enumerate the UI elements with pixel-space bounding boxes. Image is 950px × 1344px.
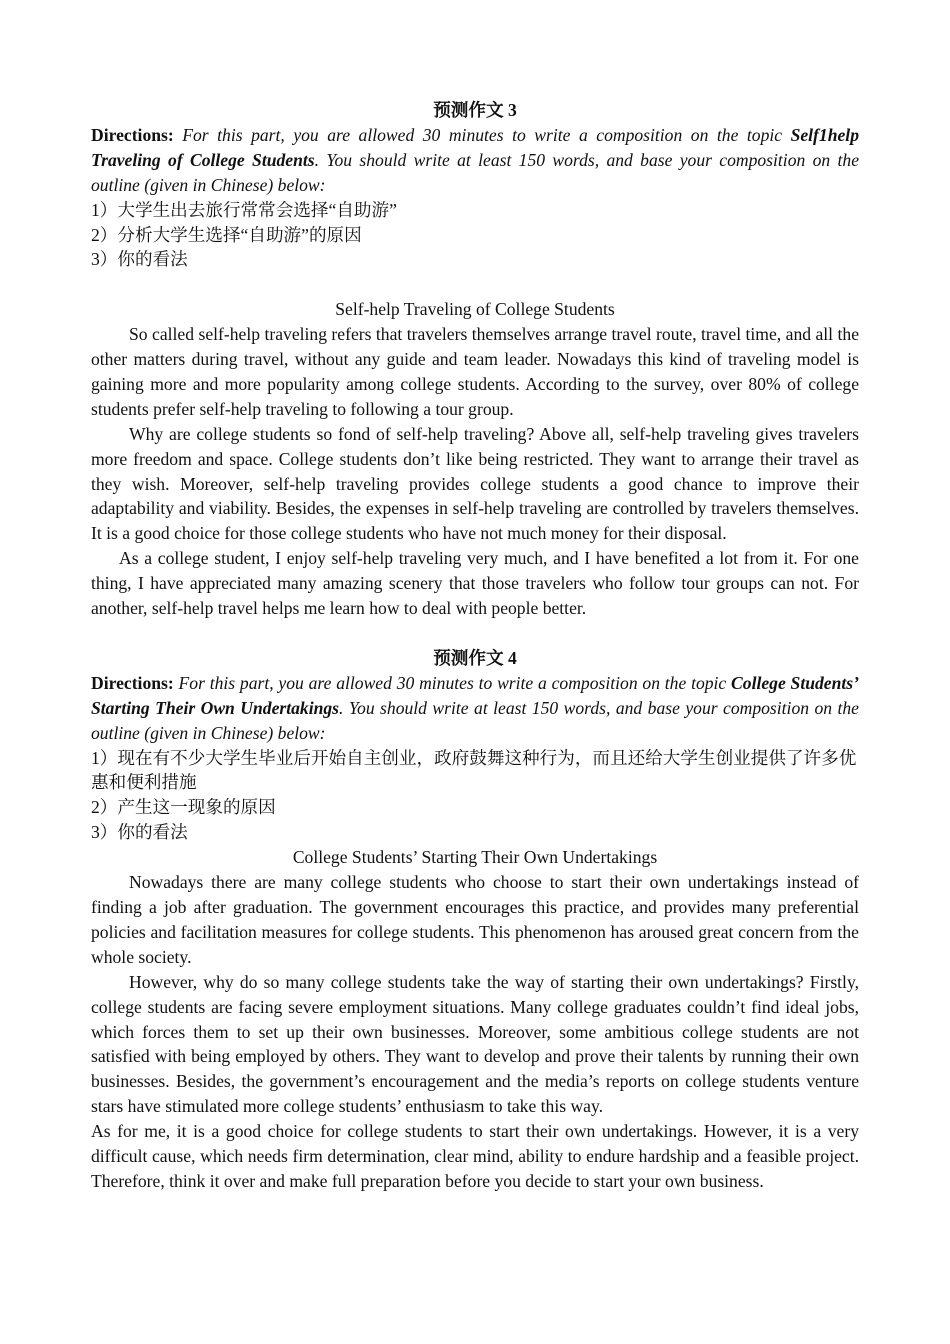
section4-outline-item-3: 3）你的看法 — [91, 822, 188, 843]
section3-directions-pre: For this part, you are allowed 30 minutes to write a composition on the topic — [173, 124, 791, 145]
section3-paragraph-1: So called self-help traveling refers that travelers themselves arrange travel route, travel time, and all the other matters during travel, without any guide and team leader. Nowadays this kind of traveling model is gaining more and more popularity among college students. According to the survey, over 80% of college students prefer self-help traveling to following a tour group. — [91, 324, 859, 419]
section3-essay-title: Self-help Traveling of College Students — [335, 299, 615, 320]
section3-outline-item-3: 3）你的看法 — [91, 249, 188, 270]
section3-outline-item-2: 2）分析大学生选择“自助游”的原因 — [91, 224, 362, 245]
section3-directions-label: Directions: — [91, 124, 174, 145]
section4-outline-item-2: 2）产生这一现象的原因 — [91, 797, 276, 818]
section3-directions — [91, 123, 859, 198]
section4-heading: 预测作文 4 — [433, 647, 517, 668]
section4-directions-label: Directions: — [91, 672, 174, 693]
section4-topic: College Students’ Starting Their Own Undertakings — [91, 672, 859, 718]
section3-topic: Self1help Traveling of College Students — [91, 124, 859, 170]
section4-paragraph-2: However, why do so many college students take the way of starting their own undertakings? Firstly, college students are facing severe employment situations. Many college graduates couldn’t find ideal jobs, which forces them to set up their own businesses. Moreover, some ambitious college students are not satisfied with being employed by others. They want to develop and prove their talents by running their own businesses. Besides, the government’s encouragement and the media’s reports on college students venture stars have stimulated more college students’ enthusiasm to take this way. — [91, 971, 859, 1117]
section4-directions — [91, 671, 859, 746]
section4-directions-pre: For this part, you are allowed 30 minutes to write a composition on the topic — [173, 672, 732, 693]
section4-essay-title: College Students’ Starting Their Own Undertakings — [292, 847, 658, 868]
section4-directions-post: . You should write at least 150 words, and base your composition on the outline (given in Chinese) below: — [91, 697, 859, 743]
section3-outline-item-1: 1）大学生出去旅行常常会选择“自助游” — [91, 199, 397, 220]
section3-paragraph-2: Why are college students so fond of self-help traveling? Above all, self-help traveling gives travelers more freedom and space. College students don’t like being restricted. They want to arrange their travel as they wish. Moreover, self-help traveling provides college students a good chance to improve their adaptability and viability. Besides, the expenses in self-help traveling are controlled by travelers themselves. It is a good choice for those college students who have not much money for their disposal. — [91, 423, 859, 544]
section4-paragraph-1: Nowadays there are many college students who choose to start their own undertakings instead of finding a job after graduation. The government encourages this practice, and provides many preferential policies and facilitation measures for college students. This phenomenon has aroused great concern from the whole society. — [91, 872, 859, 967]
document-page — [91, 98, 859, 1194]
section4-paragraph-3: As for me, it is a good choice for college students to start their own undertakings. However, it is a very difficult cause, which needs firm determination, clear mind, ability to endure hardship and a feasible project. Therefore, think it over and make full preparation before you decide to start your own business. — [91, 1121, 859, 1191]
section3-heading: 预测作文 3 — [433, 100, 517, 120]
section3-directions-post: . You should write at least 150 words, and base your composition on the outline (given in Chinese) below: — [91, 149, 859, 195]
spacer — [91, 272, 859, 297]
spacer — [91, 621, 859, 646]
section4-outline-item-1: 1）现在有不少大学生毕业后开始自主创业，政府鼓舞这种行为，而且还给大学生创业提供了许多优惠和便利措施 — [91, 747, 857, 793]
section3-paragraph-3: As a college student, I enjoy self-help traveling very much, and I have benefited a lot from it. For one thing, I have appreciated many amazing scenery that those travelers who follow tour groups can not. For another, self-help travel helps me learn how to deal with people better. — [91, 548, 859, 619]
